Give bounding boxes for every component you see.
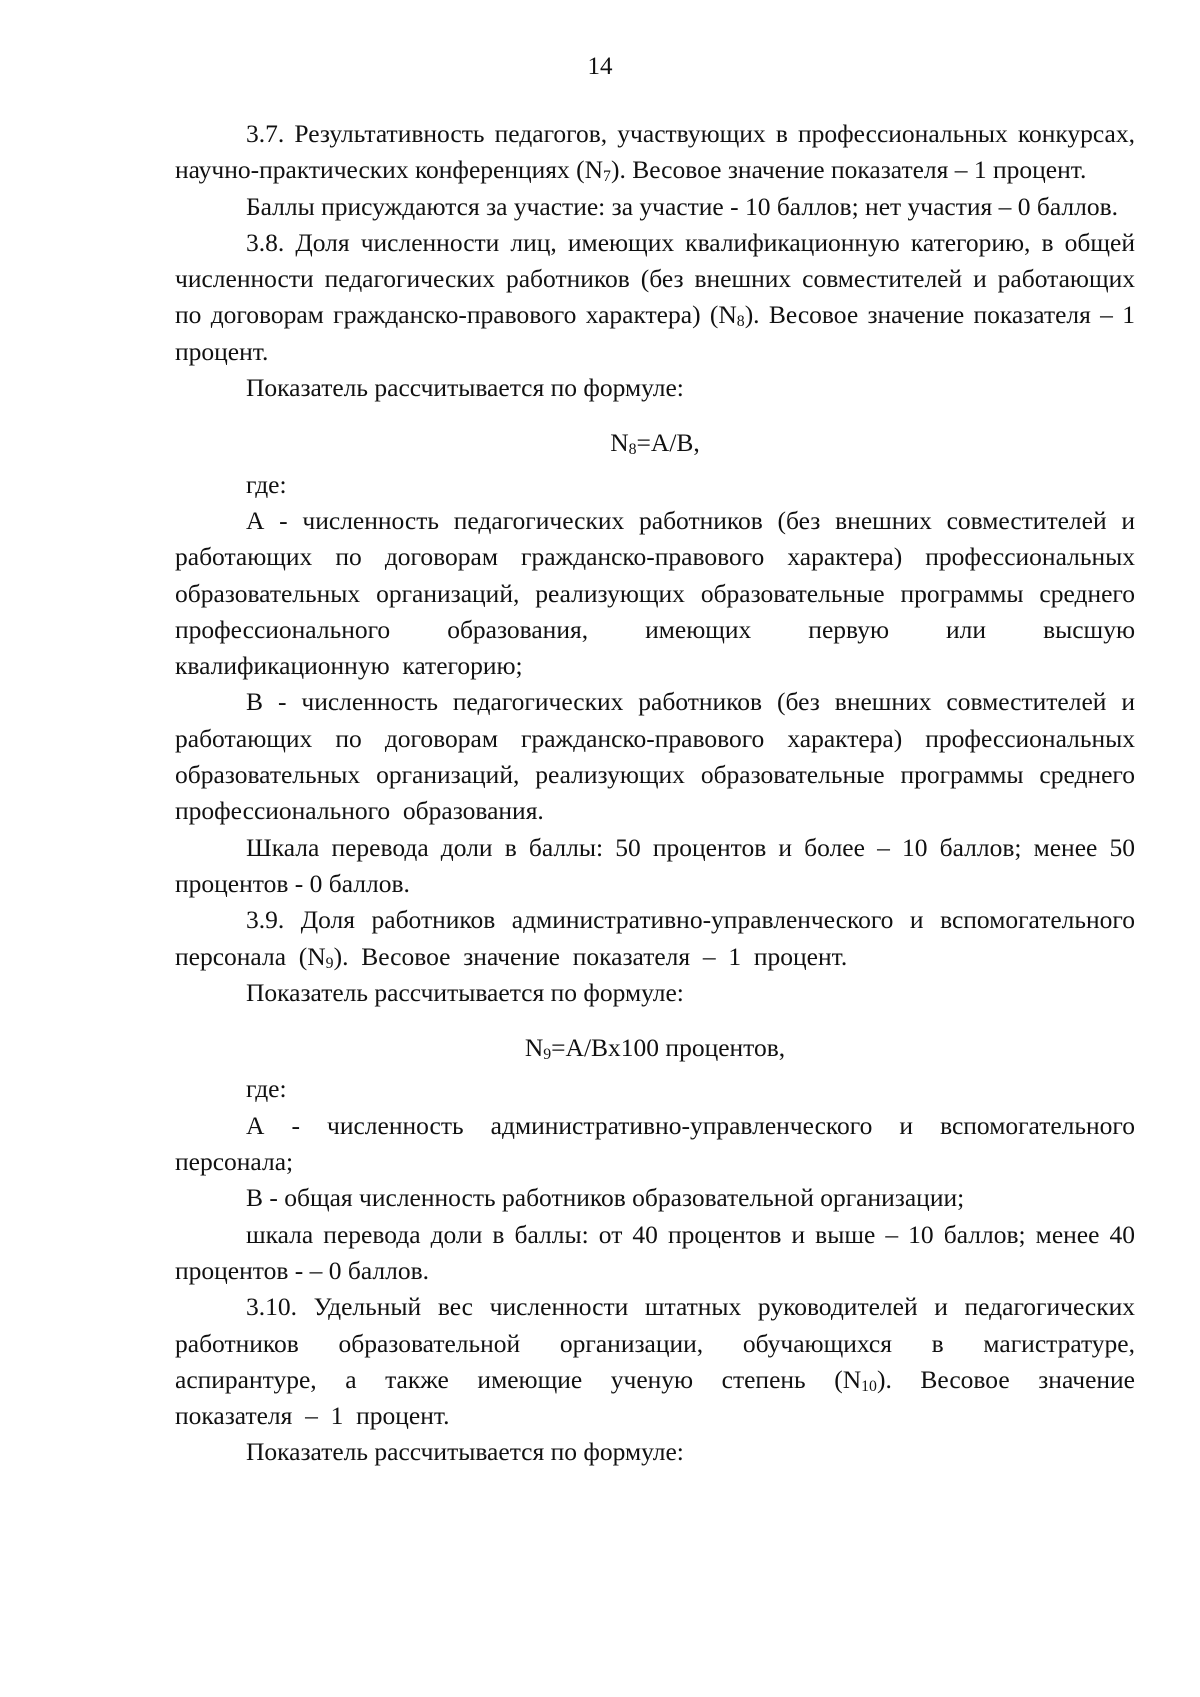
document-body [175,116,1135,1471]
paragraph-3-10: 3.10. Удельный вес численности штатных руководителей и педагогических работников образовательной организации, обучающихся в магистратуре, аспирантуре, а также имеющие ученую степень $(N_{10})$. Весовое значение показателя – 1 процент. [175,1292,1135,1431]
where-label-3-8: где: [246,469,287,499]
formula-n9: $N_9=A/Bx100$ процентов, [524,1033,786,1063]
paragraph-scoring-3-7: Баллы присуждаются за участие: за участие - 10 баллов; нет участия – 0 баллов. [246,191,1119,221]
page-number: 14 [587,53,613,80]
where-label-3-9: где: [246,1074,287,1104]
scale-3-9: шкала перевода доли в баллы: от 40 процентов и выше – 10 баллов; менее 40 процентов - – 0 баллов. [175,1219,1135,1285]
formula-intro-3-10: Показатель рассчитывается по формуле: [246,1437,684,1467]
formula-intro-3-8: Показатель рассчитывается по формуле: [246,373,684,403]
definition-a-3-9: А - численность административно-управленческого и вспомогательного персонала; [175,1110,1135,1177]
formula-n8: $N_8=A/B$, [610,428,700,459]
paragraph-3-9: 3.9. Доля работников административно-управленческого и вспомогательного персонала $(N_9)$. Весовое значение показателя – 1 процент. [175,905,1135,972]
scale-3-8: Шкала перевода доли в баллы: 50 процентов и более – 10 баллов; менее 50 процентов - 0 баллов. [175,832,1135,898]
paragraph-3-7: 3.7. Результативность педагогов, участвующих в профессиональных конкурсах, научно-практических конференциях $(N_7)$. Весовое значение показателя – 1 процент. [175,119,1135,186]
definition-b-3-8: В - численность педагогических работников (без внешних совместителей и работающих по договорам гражданско-правового характера) профессиональных образовательных организаций, реализующих образовательные программы среднего профессионального образования. [175,687,1135,826]
paragraph-3-8: 3.8. Доля численности лиц, имеющих квалификационную категорию, в общей численности педагогических работников (без внешних совместителей и работающих по договорам гражданско-правового характера) $(N_8)$. Весовое значение показателя – 1 процент. [175,227,1135,366]
formula-intro-3-9: Показатель рассчитывается по формуле: [246,977,684,1007]
definition-b-3-9: В - общая численность работников образовательной организации; [246,1183,965,1213]
definition-a-3-8: А - численность педагогических работников (без внешних совместителей и работающих по договорам гражданско-правового характера) профессиональных образовательных организаций, реализующих образовательные программы среднего профессионального образования, имеющих первую или высшую квалификационную категорию; [175,505,1135,681]
